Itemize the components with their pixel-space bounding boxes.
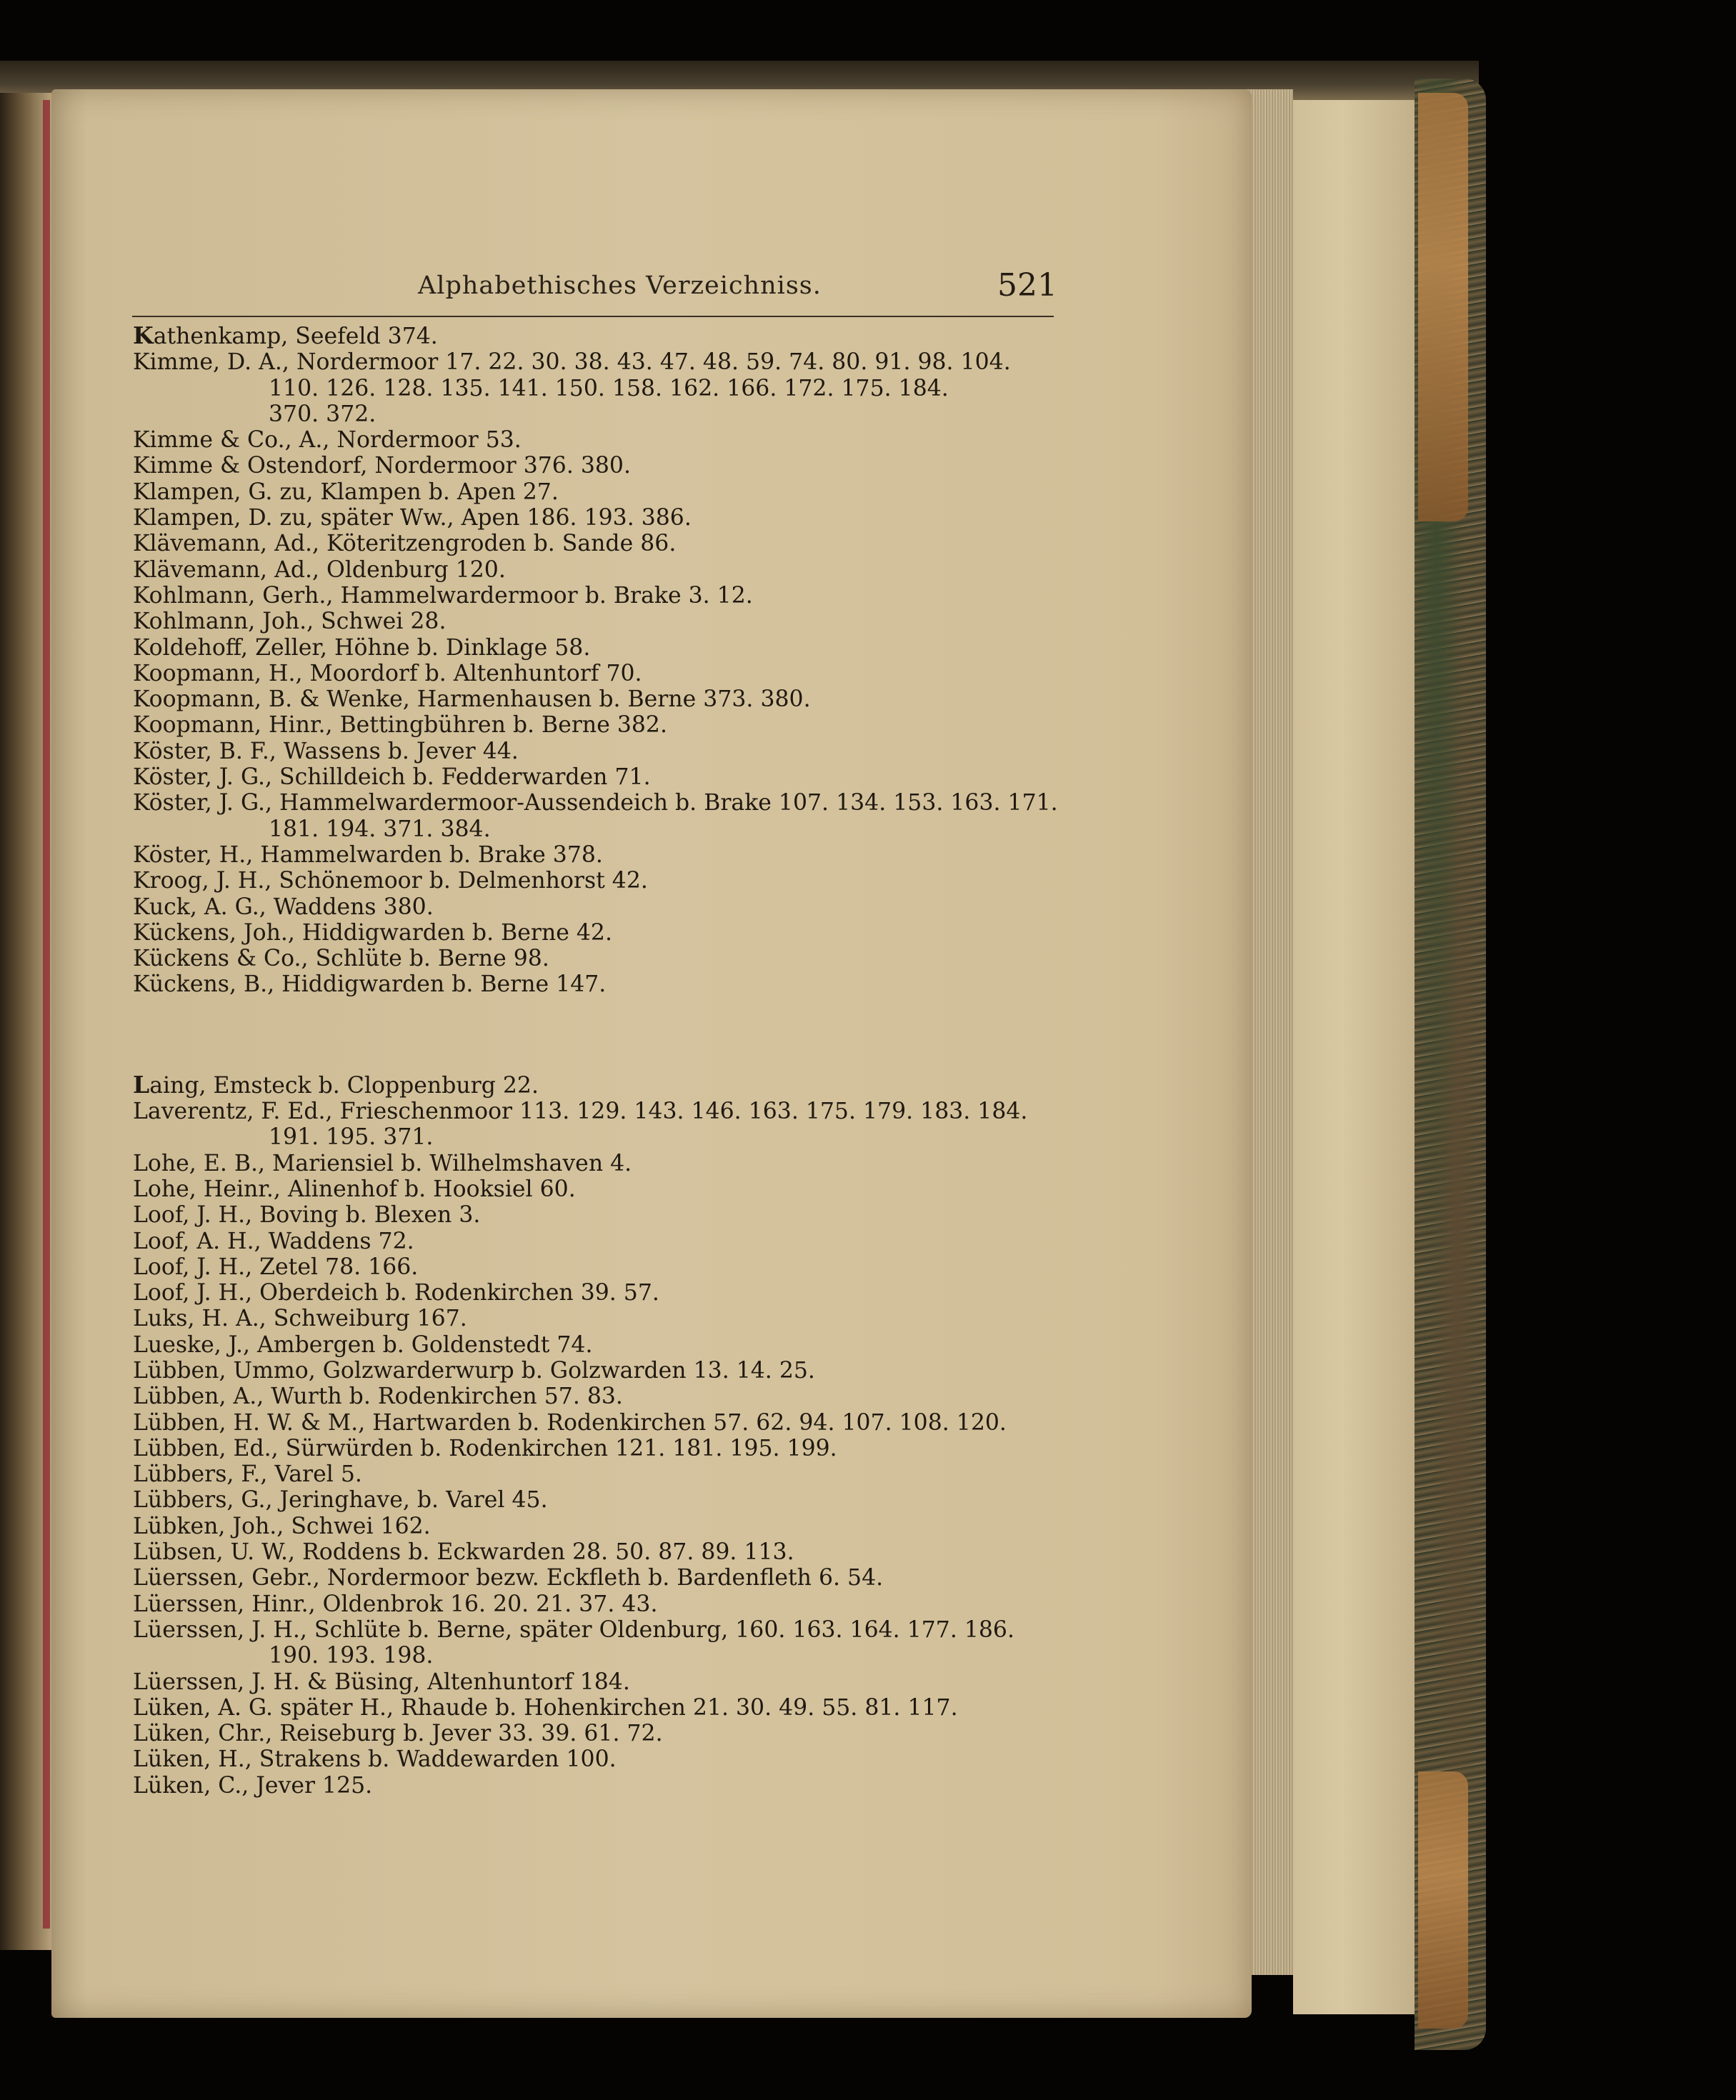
index-entry: Kohlmann, Gerh., Hammelwardermoor b. Brake 3. 12.: [133, 582, 753, 609]
index-entry: Loof, A. H., Waddens 72.: [133, 1228, 414, 1254]
index-entry: Koopmann, B. & Wenke, Harmenhausen b. Berne 373. 380.: [133, 686, 811, 713]
section-initial: K: [133, 321, 154, 349]
index-entry: Kimme & Co., A., Nordermoor 53.: [133, 427, 522, 454]
left-page-ribbon: [43, 100, 50, 1929]
index-entry: Kückens, Joh., Hiddigwarden b. Berne 42.: [133, 919, 612, 946]
index-entry: Klampen, D. zu, später Ww., Apen 186. 193. 386.: [133, 505, 692, 531]
index-entry: Lüken, H., Strakens b. Waddewarden 100.: [133, 1746, 617, 1773]
index-entry: Lüken, Chr., Reiseburg b. Jever 33. 39. 61. 72.: [133, 1721, 663, 1747]
index-entry: Köster, J. G., Schilldeich b. Fedderwarden 71.: [133, 764, 651, 791]
index-entry: Lübben, Ed., Sürwürden b. Rodenkirchen 121. 181. 195. 199.: [133, 1435, 837, 1461]
index-entry: Kroog, J. H., Schönemoor b. Delmenhorst 42.: [133, 868, 648, 894]
back-board: [1293, 100, 1415, 2014]
index-entry: Laverentz, F. Ed., Frieschenmoor 113. 129. 143. 146. 163. 175. 179. 183. 184.: [133, 1099, 1028, 1125]
index-entry: [133, 323, 1083, 349]
index-section-k: [133, 323, 1083, 998]
index-entry: Lüerssen, Gebr., Nordermoor bezw. Eckfleth b. Bardenfleth 6. 54.: [133, 1565, 884, 1591]
entry-text: aing, Emsteck b. Cloppenburg 22.: [149, 1072, 539, 1099]
running-title: Alphabethisches Verzeichniss.: [418, 271, 822, 300]
index-entry: Lohe, Heinr., Alinenhof b. Hooksiel 60.: [133, 1176, 576, 1202]
index-entry: Lüken, A. G. später H., Rhaude b. Hohenkirchen 21. 30. 49. 55. 81. 117.: [133, 1694, 958, 1721]
header-rule: [132, 316, 1054, 317]
index-entry: [133, 1072, 1083, 1099]
page-header: [129, 267, 1057, 314]
index-entries: [133, 323, 1083, 1799]
index-entry: Lübbers, F., Varel 5.: [133, 1461, 362, 1488]
index-entry: Lübbers, G., Jeringhave, b. Varel 45.: [133, 1487, 548, 1514]
index-entry: Klävemann, Ad., Oldenburg 120.: [133, 556, 506, 583]
index-entry: Köster, J. G., Hammelwardermoor-Aussendeich b. Brake 107. 134. 153. 163. 171.: [133, 790, 1058, 816]
index-entry: Koopmann, H., Moordorf b. Altenhuntorf 70.: [133, 660, 642, 686]
index-entry: Kückens, B., Hiddigwarden b. Berne 147.: [133, 971, 607, 998]
leather-corner-top: [1418, 93, 1468, 521]
index-entry: Lüerssen, J. H., Schlüte b. Berne, später Oldenburg, 160. 163. 164. 177. 186.: [133, 1616, 1014, 1643]
page-number: 521: [997, 267, 1057, 304]
index-entry: Lübken, Joh., Schwei 162.: [133, 1513, 431, 1539]
index-entry: Kückens & Co., Schlüte b. Berne 98.: [133, 946, 549, 972]
index-entry-continuation: 190. 193. 198.: [269, 1643, 434, 1669]
index-entry: Köster, B. F., Wassens b. Jever 44.: [133, 738, 519, 764]
index-entry-continuation: 370. 372.: [269, 401, 376, 427]
index-entry: Lüken, C., Jever 125.: [133, 1772, 373, 1799]
leather-corner-bottom: [1418, 1771, 1468, 2029]
index-entry: Klävemann, Ad., Köteritzengroden b. Sande 86.: [133, 531, 677, 557]
index-entry: Lohe, E. B., Mariensiel b. Wilhelmshaven 4.: [133, 1150, 632, 1176]
index-entry: Lüerssen, Hinr., Oldenbrok 16. 20. 21. 37. 43.: [133, 1591, 658, 1617]
index-entry: Lüerssen, J. H. & Büsing, Altenhuntorf 184.: [133, 1669, 630, 1695]
index-entry: Lübben, Ummo, Golzwarderwurp b. Golzwarden 13. 14. 25.: [133, 1357, 815, 1384]
index-entry: Loof, J. H., Boving b. Blexen 3.: [133, 1202, 481, 1229]
index-entry: Lübben, H. W. & M., Hartwarden b. Rodenkirchen 57. 62. 94. 107. 108. 120.: [133, 1409, 1007, 1436]
index-entry: Luks, H. A., Schweiburg 167.: [133, 1306, 467, 1332]
index-entry: Koopmann, Hinr., Bettingbühren b. Berne 382.: [133, 712, 667, 739]
index-entry: Loof, J. H., Zetel 78. 166.: [133, 1254, 419, 1280]
index-section-l: [133, 1072, 1083, 1799]
index-entry: Kuck, A. G., Waddens 380.: [133, 894, 434, 920]
index-entry: Koldehoff, Zeller, Höhne b. Dinklage 58.: [133, 634, 591, 661]
entry-text: athenkamp, Seefeld 374.: [153, 324, 438, 349]
index-entry: Köster, H., Hammelwarden b. Brake 378.: [133, 841, 603, 868]
index-entry: Kimme & Ostendorf, Nordermoor 376. 380.: [133, 453, 631, 479]
index-entry: Lübsen, U. W., Roddens b. Eckwarden 28. 50. 87. 89. 113.: [133, 1539, 794, 1566]
index-entry: Lübben, A., Wurth b. Rodenkirchen 57. 83.: [133, 1384, 623, 1410]
index-entry: Klampen, G. zu, Klampen b. Apen 27.: [133, 479, 559, 505]
index-entry-continuation: 110. 126. 128. 135. 141. 150. 158. 162. 166. 172. 175. 184.: [269, 375, 949, 401]
index-entry: Loof, J. H., Oberdeich b. Rodenkirchen 39. 57.: [133, 1280, 659, 1306]
index-entry: Lueske, J., Ambergen b. Goldenstedt 74.: [133, 1331, 593, 1358]
index-entry: Kohlmann, Joh., Schwei 28.: [133, 609, 447, 635]
index-entry: Kimme, D. A., Nordermoor 17. 22. 30. 38. 43. 47. 48. 59. 74. 80. 91. 98. 104.: [133, 349, 1011, 376]
index-entry-continuation: 181. 194. 371. 384.: [269, 816, 491, 842]
index-entry-continuation: 191. 195. 371.: [269, 1124, 434, 1151]
section-initial: L: [133, 1070, 150, 1099]
